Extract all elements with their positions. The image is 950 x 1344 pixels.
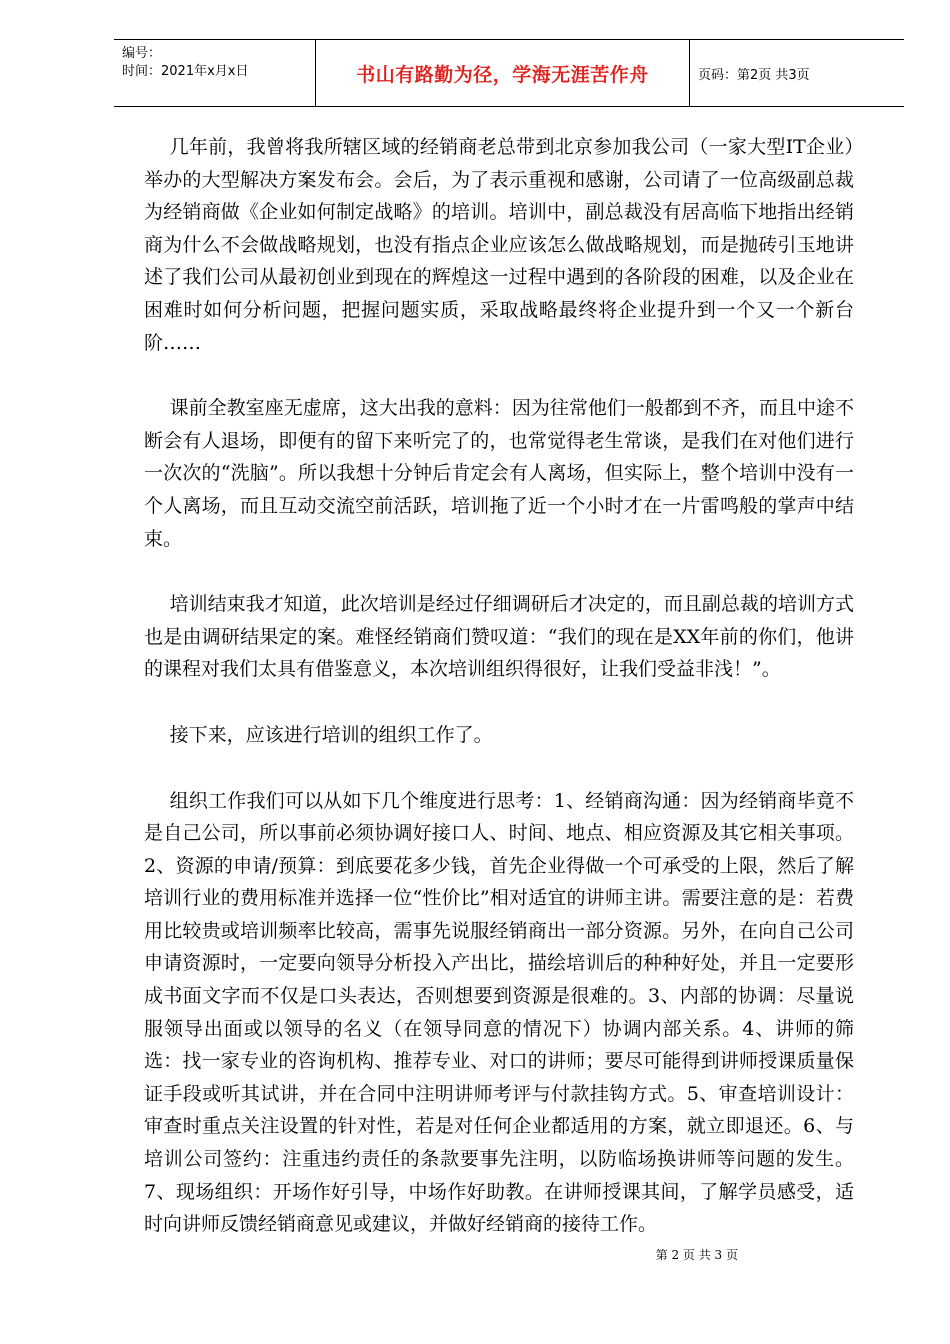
header-page-info: 页码：第2页 共3页	[698, 67, 810, 83]
paragraph-3: 培训结束我才知道，此次培训是经过仔细调研后才决定的，而且副总裁的培训方式也是由调研结果定的案。难怪经销商们赞叹道：“我们的现在是XX年前的你们，他讲的课程对我们太具有借鉴意义，本次培训组织得很好，让我们受益非浅！”。	[144, 593, 854, 681]
document-number-label: 编号：	[122, 46, 162, 61]
paragraph-5: 组织工作我们可以从如下几个维度进行思考：1、经销商沟通：因为经销商毕竟不是自己公司，所以事前必须协调好接口人、时间、地点、相应资源及其它相关事项。2、资源的申请/预算：到底要花多少钱，首先企业得做一个可承受的上限，然后了解培训行业的费用标准并选择一位“性价比”相对适宜的讲师主讲。需要注意的是：若费用比较贵或培训频率比较高，需事先说服经销商出一部分资源。另外，在向自己公司申请资源时，一定要向领导分析投入产出比，描绘培训后的种种好处，并且一定要形成书面文字而不仅是口头表达，否则想要到资源是很难的。3、内部的协调：尽量说服领导出面或以领导的名义（在领导同意的情况下）协调内部关系。4、讲师的筛选：找一家专业的咨询机构、推荐专业、对口的讲师；要尽可能得到讲师授课质量保证手段或听其试讲，并在合同中注明讲师考评与付款挂钩方式。5、审查培训设计：审查时重点关注设置的针对性，若是对任何企业都适用的方案，就立即退还。6、与培训公司签约：注重违约责任的条款要事先注明，以防临场换讲师等问题的发生。7、现场组织：开场作好引导，中场作好助教。在讲师授课其间，了解学员感受，适时向讲师反馈经销商意见或建议，并做好经销商的接待工作。	[144, 789, 854, 1236]
header-slogan: 书山有路勤为径，学海无涯苦作舟	[316, 40, 690, 106]
page-footer: 第 2 页 共 3 页	[655, 1248, 738, 1262]
paragraph-1: 几年前，我曾将我所辖区域的经销商老总带到北京参加我公司（一家大型IT企业）举办的大型解决方案发布会。会后，为了表示重视和感谢，公司请了一位高级副总裁为经销商做《企业如何制定战略》的培训。培训中，副总裁没有居高临下地指出经销商为什么不会做战略规划，也没有指点企业应该怎么做战略规划，而是抛砖引玉地讲述了我们公司从最初创业到现在的辉煌这一过程中遇到的各阶段的困难，以及企业在困难时如何分析问题，把握问题实质，采取战略最终将企业提升到一个又一个新台阶……	[144, 136, 854, 354]
document-time-label: 时间：2021年x月x日	[122, 64, 249, 79]
document-body	[144, 131, 854, 1274]
paragraph-4: 接下来，应该进行培训的组织工作了。	[169, 723, 493, 746]
page-header	[114, 39, 904, 107]
paragraph-2: 课前全教室座无虚席，这大出我的意料：因为往常他们一般都到不齐，而且中途不断会有人退场，即便有的留下来听完了的，也常觉得老生常谈，是我们在对他们进行一次次的“洗脑”。所以我想十分钟后肯定会有人离场，但实际上，整个培训中没有一个人离场，而且互动交流空前活跃，培训拖了近一个小时才在一片雷鸣般的掌声中结束。	[144, 397, 854, 550]
header-meta	[114, 40, 316, 106]
